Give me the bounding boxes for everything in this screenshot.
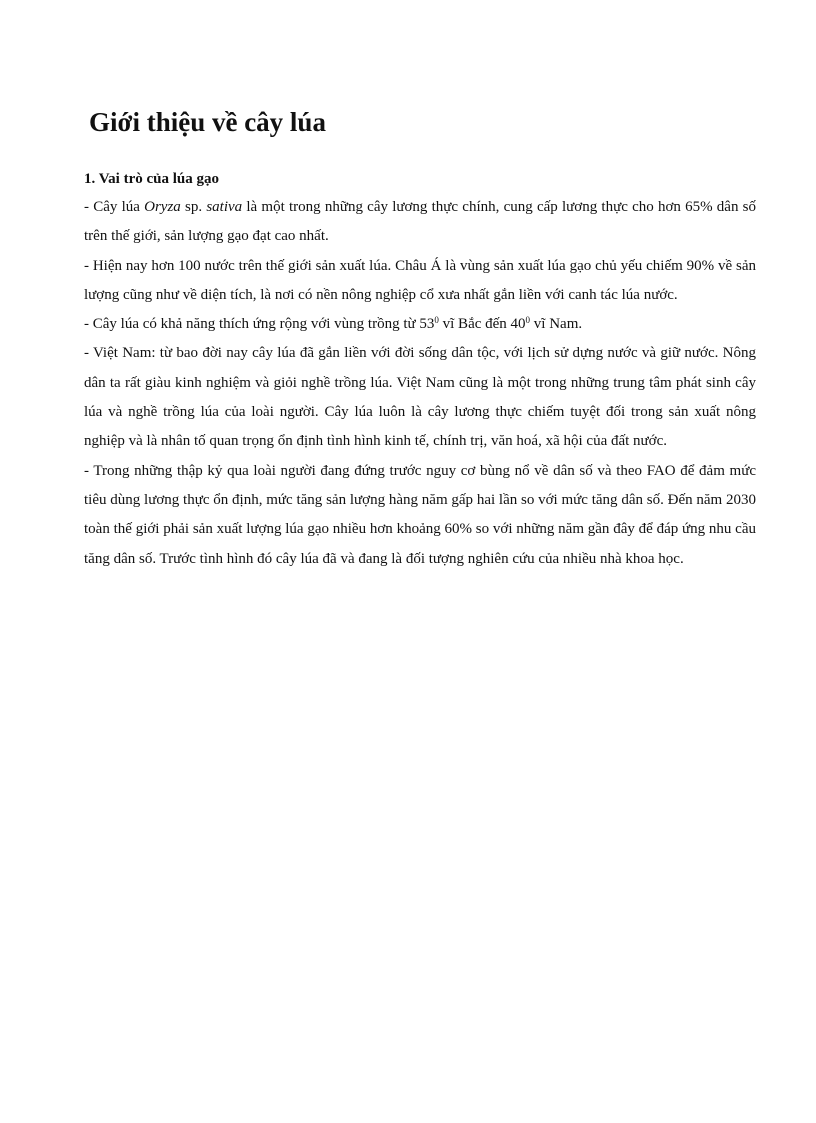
paragraph-oryza-text-end: là một trong những cây lương thực chính, cung cấp lương thực cho hơn 65% dân số trên thế giới, sản lượng gạo đạt cao nhất.	[84, 199, 757, 245]
paragraph-latitude-mid: vĩ Bắc đến 40	[438, 316, 526, 333]
paragraph-latitude-end: vĩ Nam.	[530, 316, 583, 333]
paragraph-world-production: - Hiện nay hơn 100 nước trên thế giới sản xuất lúa. Châu Á là vùng sản xuất lúa gạo chủ yếu chiếm 90% về sản lượng cũng như về diện tích, là nơi có nền nông nghiệp cổ xưa nhất gắn liền với canh tác lúa nước.	[84, 257, 756, 303]
species-name: sativa	[206, 199, 243, 215]
paragraph-oryza-text-start: - Cây lúa	[84, 199, 145, 215]
paragraph-latitude-start: - Cây lúa có khả năng thích ứng rộng với vùng trồng từ 53	[84, 316, 435, 333]
degree-north-sup: 0	[434, 315, 439, 326]
document-title: Giới thiệu về cây lúa	[89, 107, 326, 137]
paragraph-oryza-sp: sp.	[180, 199, 207, 215]
paragraph-population: - Trong những thập kỷ qua loài người đang đứng trước nguy cơ bùng nổ về dân số và theo FAO để đảm mức tiêu dùng lương thực ổn định, mức tăng sản lượng hàng năm gấp hai lần so với mức tăng dân số. Đến năm 2030 toàn thế giới phải sản xuất lượng lúa gạo nhiều hơn khoảng 60% so với những năm gần đây để đáp ứng nhu cầu tăng dân số. Trước tình hình đó cây lúa đã và đang là đối tượng nghiên cứu của nhiều nhà khoa học.	[84, 462, 756, 567]
paragraph-oryza	[84, 193, 756, 252]
genus-name: Oryza	[144, 199, 181, 215]
section-heading: 1. Vai trò của lúa gạo	[84, 171, 220, 187]
degree-south-sup: 0	[525, 315, 531, 326]
document-body	[84, 165, 756, 574]
paragraph-latitude	[84, 310, 756, 339]
paragraph-vietnam: - Việt Nam: từ bao đời nay cây lúa đã gắn liền với đời sống dân tộc, với lịch sử dựng nước và giữ nước. Nông dân ta rất giàu kinh nghiệm và giỏi nghề trồng lúa. Việt Nam cũng là một trong những trung tâm phát sinh cây lúa và nghề trồng lúa của loài người. Cây lúa luôn là cây lương thực chiếm tuyệt đối trong sản xuất nông nghiệp và là nhân tố quan trọng ổn định tình hình kinh tế, chính trị, văn hoá, xã hội của đất nước.	[84, 345, 756, 450]
